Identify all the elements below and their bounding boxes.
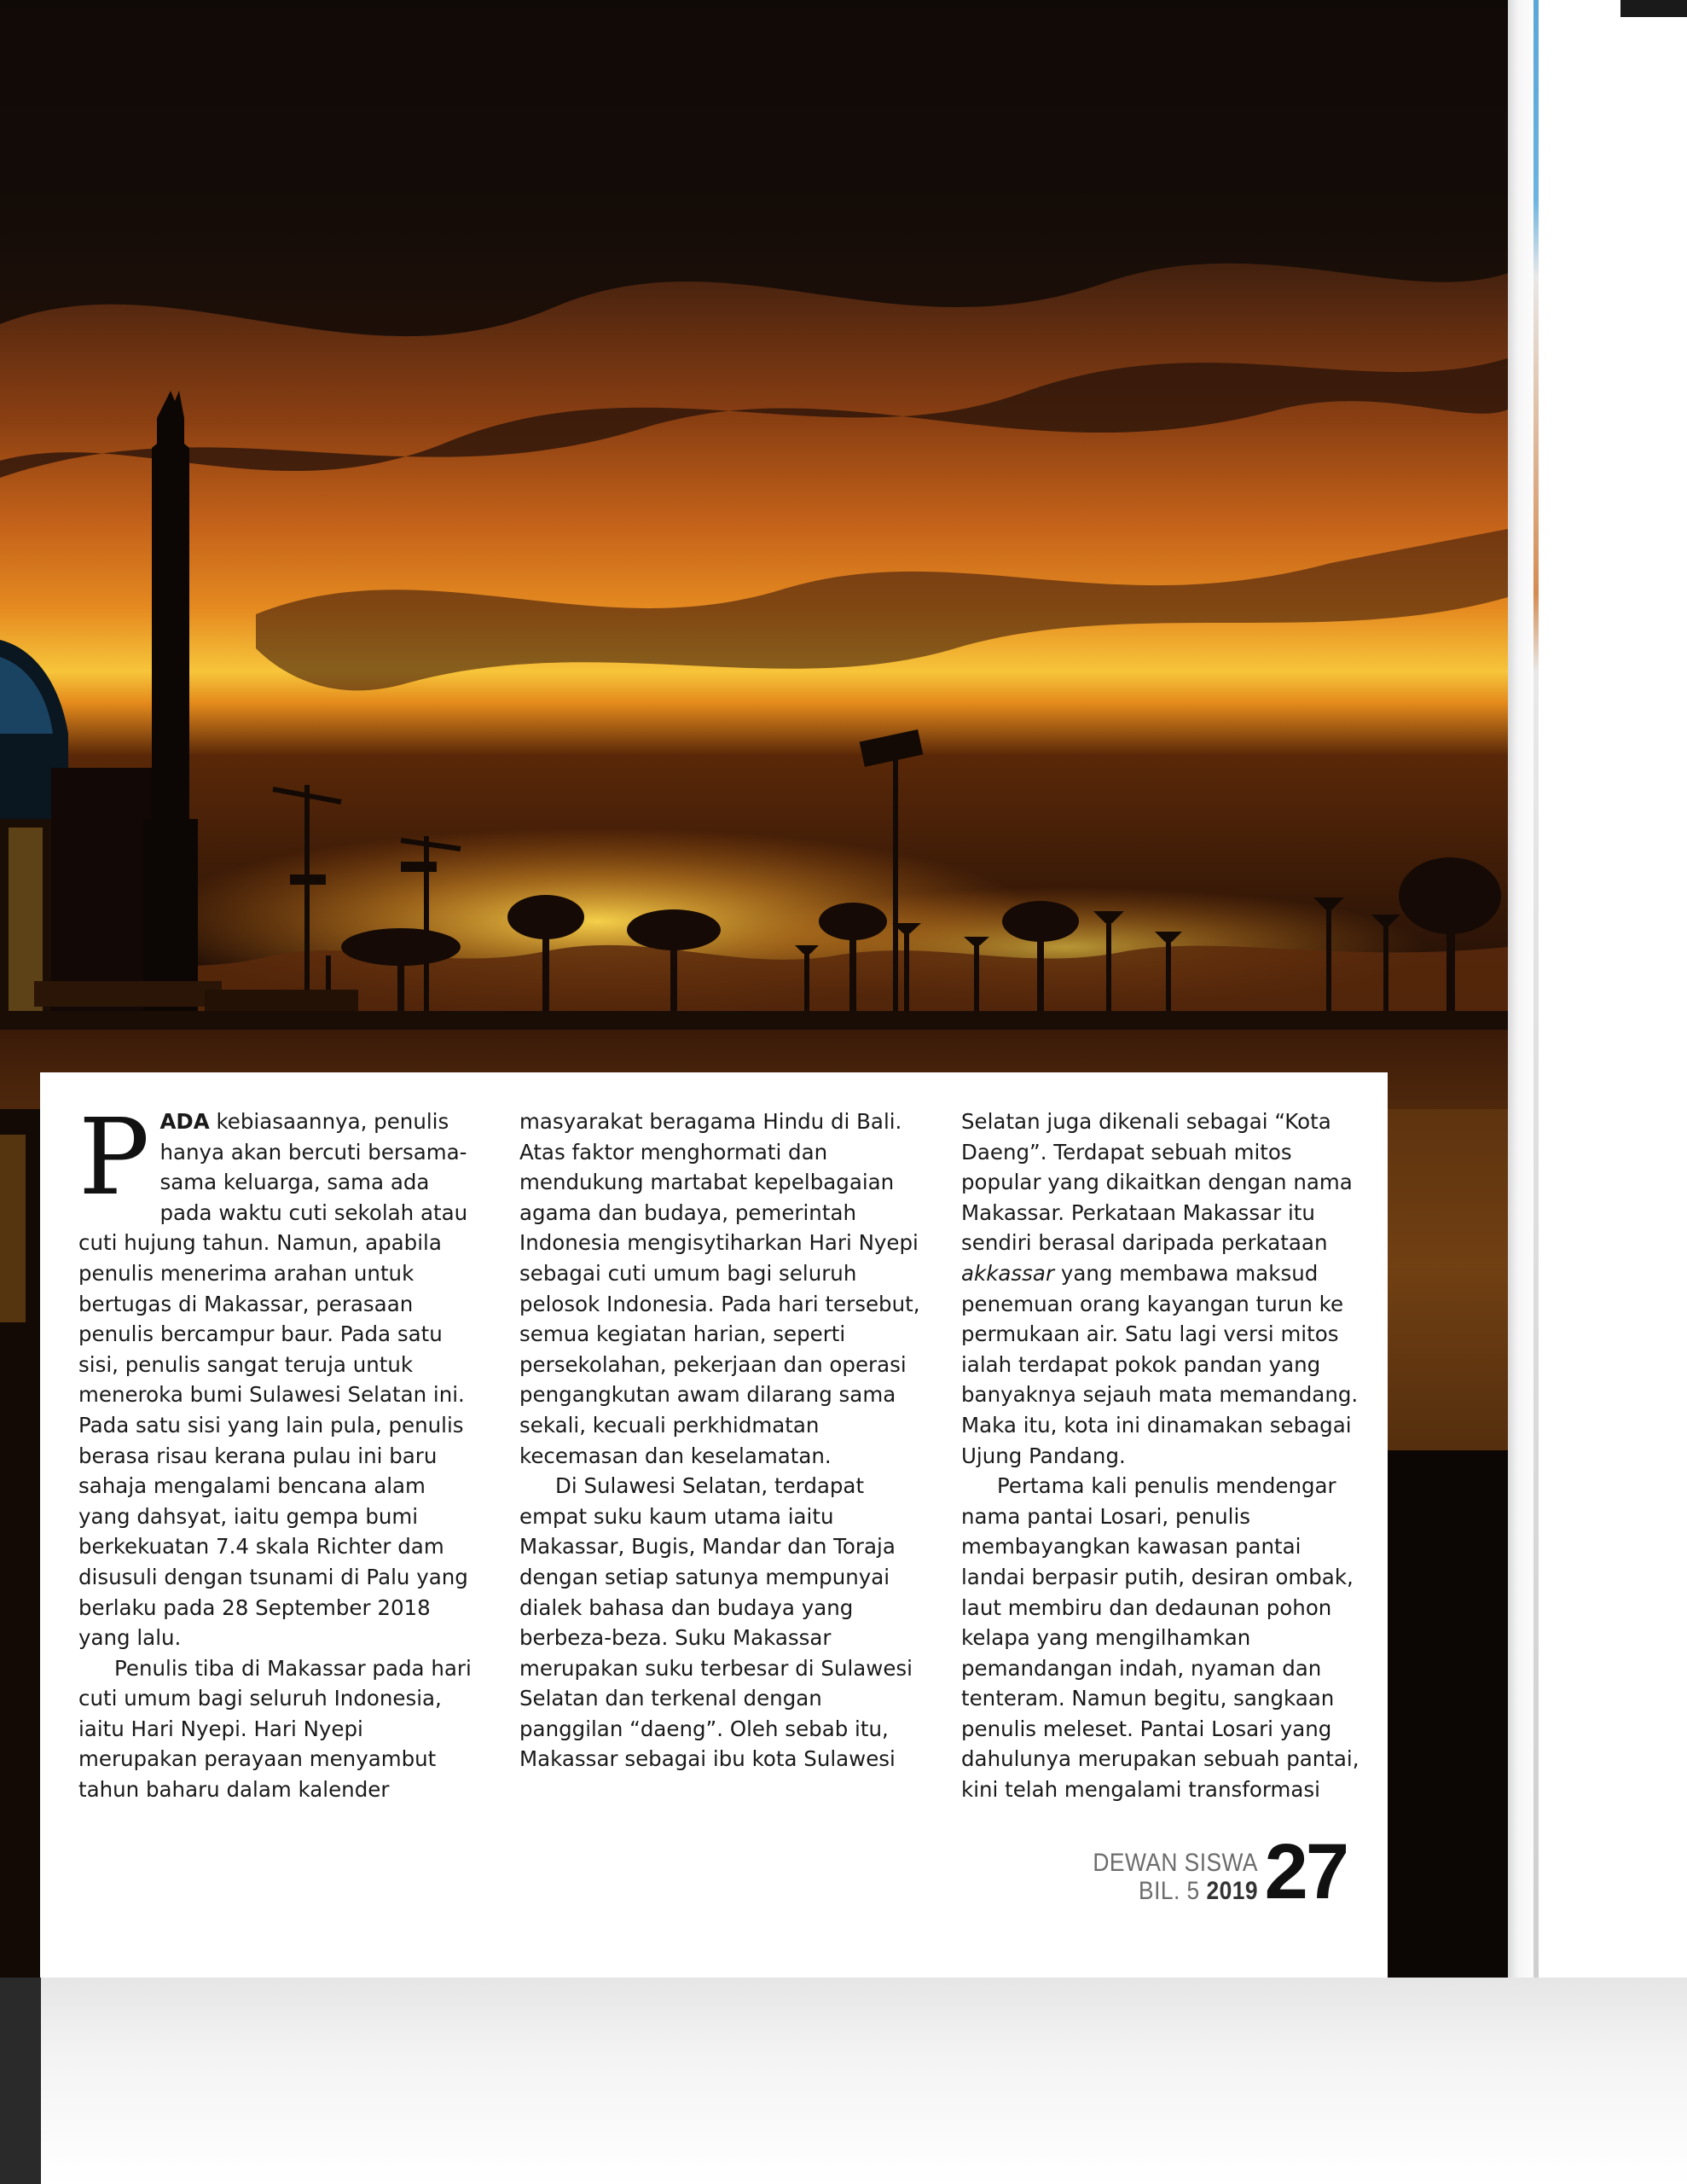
- article-paragraph: [78, 1096, 479, 1653]
- scan-margin: [0, 1978, 1687, 2184]
- issue-year: 2019: [1206, 1877, 1258, 1905]
- lead-word: ADA: [159, 1109, 210, 1134]
- page-number: 27: [1264, 1828, 1347, 1915]
- article-paragraph: Pertama kali penulis mendengar nama pantai Losari, penulis membayangkan kawasan pantai landai berpasir putih, desiran ombak, laut membiru dan dedaunan pohon kelapa yang mengilhamkan pemandangan indah, nyaman dan tenteram. Namun begitu, sangkaan penulis meleset. Pantai Losari yang dahulunya merupakan sebuah pantai, kini telah mengalami transformasi: [961, 1473, 1359, 1803]
- page-footer: [1070, 1828, 1347, 1915]
- article-paragraph: Penulis tiba di Makassar pada hari cuti umum bagi seluruh Indonesia, iaitu Hari Nyepi. Hari Nyepi merupakan perayaan menyambut tahun baharu dalam kalender: [78, 1655, 472, 1803]
- article-column-1: [78, 1096, 479, 1805]
- article-text-box: [40, 1072, 1388, 1978]
- italic-term: akkassar: [961, 1260, 1055, 1286]
- magazine-issue-info: [1093, 1849, 1258, 1905]
- scan-margin-shadow: [0, 1978, 41, 2184]
- article-paragraph: masyarakat beragama Hindu di Bali. Atas faktor menghormati dan mendukung martabat kepelbagaian agama dan budaya, pemerintah Indonesia mengisytiharkan Hari Nyepi sebagai cuti umum bagi seluruh pelosok Indonesia. Pada hari tersebut, semua kegiatan harian, seperti persekolahan, pekerjaan dan operasi pengangkutan awam dilarang sama sekali, kecuali perkhidmatan kecemasan dan keselamatan.: [519, 1109, 920, 1468]
- paragraph-text: yang membawa maksud penemuan orang kayangan turun ke permukaan air. Satu lagi versi mitos ialah terdapat pokok pandan yang banyaknya sejauh mata memandang. Maka itu, kota ini dinamakan sebagai Ujung Pandang.: [961, 1260, 1359, 1468]
- article-column-3: [961, 1107, 1362, 1805]
- article-paragraph: [961, 1107, 1362, 1471]
- issue-number: BIL. 5: [1138, 1877, 1200, 1905]
- magazine-title: DEWAN SISWA: [1093, 1849, 1258, 1877]
- paragraph-text: kebiasaannya, penulis hanya akan bercuti bersama-sama keluarga, sama ada pada waktu cuti sekolah atau cuti hujung tahun. Namun, apabila penulis menerima arahan untuk bertugas di Makassar, perasaan penulis bercampur baur. Pada satu sisi, penulis sangat teruja untuk meneroka bumi Sulawesi Selatan ini. Pada satu sisi yang lain pula, penulis berasa risau kerana pulau ini baru sahaja mengalami bencana alam yang dahsyat, iaitu gempa bumi berkekuatan 7.4 skala Richter dam disusuli dengan tsunami di Palu yang berlaku pada 28 September 2018 yang lalu.: [78, 1109, 468, 1651]
- article-column-2: [519, 1107, 920, 1774]
- drop-cap: P: [78, 1096, 150, 1219]
- article-paragraph: Di Sulawesi Selatan, terdapat empat suku kaum utama iaitu Makassar, Bugis, Mandar dan Toraja dengan setiap satunya mempunyai dialek bahasa dan budaya yang berbeza-beza. Suku Makassar merupakan suku terbesar di Sulawesi Selatan dan terkenal dengan panggilan “daeng”. Oleh sebab itu, Makassar sebagai ibu kota Sulawesi: [519, 1473, 913, 1772]
- paragraph-text: Selatan juga dikenali sebagai “Kota Daeng”. Terdapat sebuah mitos popular yang dikaitkan dengan nama Makassar. Perkataan Makassar itu sendiri berasal daripada perkataan: [961, 1109, 1353, 1256]
- scan-corner: [1620, 0, 1687, 17]
- scan-page-edge: [1508, 0, 1687, 1978]
